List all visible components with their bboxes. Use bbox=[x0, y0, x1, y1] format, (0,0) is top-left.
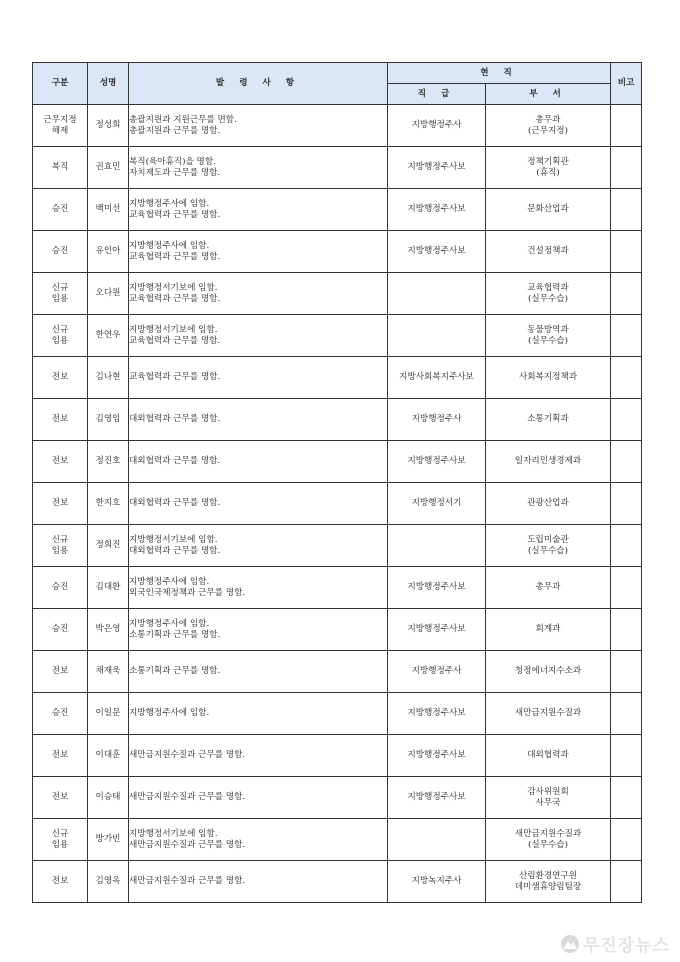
dept-cell bbox=[486, 693, 611, 735]
order-cell-line: 자치제도과 근무를 명함. bbox=[129, 167, 221, 178]
dept-cell-line: 건설정책과 bbox=[527, 246, 569, 257]
category-cell-line: 전보 bbox=[51, 666, 69, 677]
category-cell bbox=[33, 357, 88, 399]
dept-cell-line: (실무수습) bbox=[528, 293, 568, 304]
category-cell bbox=[33, 567, 88, 609]
order-cell bbox=[129, 483, 388, 525]
dept-cell-line: 감사위원회 bbox=[527, 786, 569, 797]
dept-cell-line: (실무수습) bbox=[528, 335, 568, 346]
header-department: 부 서 bbox=[486, 84, 611, 105]
category-cell-line: 임용 bbox=[51, 335, 69, 346]
dept-cell-line: 소통기획과 bbox=[527, 414, 569, 425]
table-row bbox=[33, 483, 642, 525]
grade-cell: 지방행정주사보 bbox=[388, 231, 486, 273]
category-cell bbox=[33, 609, 88, 651]
order-cell-line: 지방행정서기보에 임함. bbox=[129, 534, 218, 545]
order-cell bbox=[129, 693, 388, 735]
remark-cell bbox=[611, 105, 642, 147]
order-cell bbox=[129, 189, 388, 231]
dept-cell-line: (휴직) bbox=[536, 167, 560, 178]
table-row bbox=[33, 231, 642, 273]
grade-cell bbox=[388, 819, 486, 861]
dept-cell bbox=[486, 273, 611, 315]
order-cell bbox=[129, 441, 388, 483]
order-cell bbox=[129, 819, 388, 861]
dept-cell bbox=[486, 315, 611, 357]
category-cell-line: 신규 bbox=[51, 282, 69, 293]
remark-cell bbox=[611, 441, 642, 483]
grade-cell: 지방녹지주사 bbox=[388, 861, 486, 903]
name-cell: 유인아 bbox=[88, 231, 129, 273]
category-cell bbox=[33, 693, 88, 735]
name-cell: 백미선 bbox=[88, 189, 129, 231]
table-row bbox=[33, 819, 642, 861]
dept-cell-line: 산림환경연구원 bbox=[518, 870, 578, 881]
dept-cell-line: 일자리민생경제과 bbox=[514, 456, 582, 467]
order-cell bbox=[129, 273, 388, 315]
grade-cell bbox=[388, 315, 486, 357]
order-cell-line: 지방행정주사에 임함. bbox=[129, 708, 210, 719]
category-cell bbox=[33, 399, 88, 441]
grade-cell: 지방행정주사 bbox=[388, 651, 486, 693]
order-cell bbox=[129, 147, 388, 189]
remark-cell bbox=[611, 399, 642, 441]
category-cell bbox=[33, 819, 88, 861]
dept-cell bbox=[486, 525, 611, 567]
grade-cell: 지방행정주사보 bbox=[388, 189, 486, 231]
name-cell: 박은영 bbox=[88, 609, 129, 651]
order-cell-line: 대외협력과 근무를 명함. bbox=[129, 545, 221, 556]
category-cell-line: 전보 bbox=[51, 792, 69, 803]
order-cell-line: 총괄지원과 근무를 명함. bbox=[129, 125, 221, 136]
category-cell-line: 신규 bbox=[51, 534, 69, 545]
remark-cell bbox=[611, 609, 642, 651]
name-cell: 채재욱 bbox=[88, 651, 129, 693]
order-cell-line: 소통기획과 근무를 명함. bbox=[129, 629, 221, 640]
remark-cell bbox=[611, 651, 642, 693]
grade-cell: 지방행정주사보 bbox=[388, 735, 486, 777]
grade-cell: 지방행정주사보 bbox=[388, 441, 486, 483]
table-row bbox=[33, 189, 642, 231]
table-row bbox=[33, 609, 642, 651]
dept-cell-line: 데미샘휴양림팀장 bbox=[514, 881, 582, 892]
dept-cell bbox=[486, 399, 611, 441]
grade-cell: 지방행정주사보 bbox=[388, 777, 486, 819]
category-cell bbox=[33, 777, 88, 819]
order-cell bbox=[129, 609, 388, 651]
dept-cell-line: (실무수습) bbox=[528, 545, 568, 556]
header-current: 현 직 bbox=[388, 63, 611, 84]
order-cell-line: 총괄지원과 지원근무를 면함. bbox=[129, 114, 237, 125]
dept-cell bbox=[486, 441, 611, 483]
table-row bbox=[33, 735, 642, 777]
header-order: 발 령 사 항 bbox=[129, 63, 388, 105]
category-cell bbox=[33, 441, 88, 483]
table-row bbox=[33, 399, 642, 441]
name-cell: 오다원 bbox=[88, 273, 129, 315]
category-cell-line: 승진 bbox=[51, 708, 69, 719]
dept-cell-line: 총무과 bbox=[535, 582, 561, 593]
category-cell-line: 전보 bbox=[51, 498, 69, 509]
dept-cell-line: (실무수습) bbox=[528, 839, 568, 850]
order-cell-line: 대외협력과 근무를 명함. bbox=[129, 456, 221, 467]
remark-cell bbox=[611, 693, 642, 735]
dept-cell bbox=[486, 609, 611, 651]
category-cell bbox=[33, 483, 88, 525]
remark-cell bbox=[611, 777, 642, 819]
dept-cell-line: 총무과 bbox=[535, 114, 561, 125]
name-cell: 한연우 bbox=[88, 315, 129, 357]
category-cell bbox=[33, 231, 88, 273]
order-cell-line: 대외협력과 근무를 명함. bbox=[129, 414, 221, 425]
grade-cell: 지방행정주사보 bbox=[388, 609, 486, 651]
category-cell bbox=[33, 273, 88, 315]
table-row bbox=[33, 651, 642, 693]
order-cell-line: 복직(육아휴직)을 명함. bbox=[129, 156, 216, 167]
dept-cell bbox=[486, 819, 611, 861]
category-cell-line: 근무지정 bbox=[43, 114, 77, 125]
category-cell-line: 전보 bbox=[51, 876, 69, 887]
remark-cell bbox=[611, 735, 642, 777]
dept-cell bbox=[486, 105, 611, 147]
watermark bbox=[561, 931, 670, 956]
remark-cell bbox=[611, 357, 642, 399]
order-cell bbox=[129, 777, 388, 819]
dept-cell bbox=[486, 483, 611, 525]
name-cell: 김나현 bbox=[88, 357, 129, 399]
order-cell-line: 소통기획과 근무를 명함. bbox=[129, 666, 221, 677]
order-cell bbox=[129, 651, 388, 693]
name-cell: 이대훈 bbox=[88, 735, 129, 777]
order-cell-line: 새만금지원수질과 근무를 명함. bbox=[129, 792, 246, 803]
remark-cell bbox=[611, 483, 642, 525]
order-cell-line: 새만금지원수질과 근무를 명함. bbox=[129, 750, 246, 761]
table-row bbox=[33, 357, 642, 399]
category-cell-line: 임용 bbox=[51, 545, 69, 556]
dept-cell bbox=[486, 651, 611, 693]
order-cell-line: 외국인국제정책과 근무를 명함. bbox=[129, 587, 246, 598]
dept-cell-line: 사무국 bbox=[535, 797, 561, 808]
name-cell: 방가빈 bbox=[88, 819, 129, 861]
order-cell-line: 지방행정서기보에 임함. bbox=[129, 282, 218, 293]
grade-cell: 지방행정서기 bbox=[388, 483, 486, 525]
grade-cell: 지방행정주사보 bbox=[388, 147, 486, 189]
category-cell bbox=[33, 861, 88, 903]
table-row bbox=[33, 273, 642, 315]
dept-cell-line: 동물방역과 bbox=[527, 324, 569, 335]
header-category: 구분 bbox=[33, 63, 88, 105]
table-body bbox=[33, 105, 642, 903]
order-cell-line: 지방행정주사에 임함. bbox=[129, 618, 210, 629]
order-cell-line: 교육협력과 근무를 명함. bbox=[129, 372, 221, 383]
table-row bbox=[33, 567, 642, 609]
category-cell-line: 해제 bbox=[51, 125, 69, 136]
category-cell-line: 임용 bbox=[51, 839, 69, 850]
order-cell-line: 교육협력과 근무를 명함. bbox=[129, 335, 221, 346]
order-cell bbox=[129, 861, 388, 903]
order-cell-line: 지방행정서기보에 임함. bbox=[129, 324, 218, 335]
category-cell bbox=[33, 315, 88, 357]
grade-cell: 지방행정주사 bbox=[388, 399, 486, 441]
name-cell: 정진호 bbox=[88, 441, 129, 483]
order-cell bbox=[129, 735, 388, 777]
grade-cell bbox=[388, 525, 486, 567]
category-cell-line: 신규 bbox=[51, 828, 69, 839]
name-cell: 정성희 bbox=[88, 105, 129, 147]
order-cell bbox=[129, 231, 388, 273]
order-cell bbox=[129, 567, 388, 609]
category-cell-line: 신규 bbox=[51, 324, 69, 335]
category-cell-line: 전보 bbox=[51, 456, 69, 467]
dept-cell bbox=[486, 357, 611, 399]
category-cell-line: 승진 bbox=[51, 204, 69, 215]
name-cell: 정희진 bbox=[88, 525, 129, 567]
table-row bbox=[33, 147, 642, 189]
table-row bbox=[33, 693, 642, 735]
dept-cell bbox=[486, 147, 611, 189]
category-cell-line: 복직 bbox=[51, 162, 69, 173]
remark-cell bbox=[611, 315, 642, 357]
category-cell-line: 승진 bbox=[51, 582, 69, 593]
grade-cell: 지방행정주사보 bbox=[388, 693, 486, 735]
table-row bbox=[33, 315, 642, 357]
dept-cell-line: 사회복지정책과 bbox=[518, 372, 578, 383]
dept-cell-line: 교육협력과 bbox=[527, 282, 569, 293]
remark-cell bbox=[611, 273, 642, 315]
dept-cell-line: 청정에너지수소과 bbox=[514, 666, 582, 677]
order-cell bbox=[129, 315, 388, 357]
remark-cell bbox=[611, 189, 642, 231]
dept-cell bbox=[486, 567, 611, 609]
personnel-table bbox=[32, 62, 642, 903]
table-row bbox=[33, 777, 642, 819]
category-cell-line: 전보 bbox=[51, 414, 69, 425]
category-cell bbox=[33, 189, 88, 231]
order-cell-line: 새만금지원수질과 근무를 명함. bbox=[129, 839, 246, 850]
remark-cell bbox=[611, 567, 642, 609]
order-cell-line: 지방행정주사에 임함. bbox=[129, 198, 210, 209]
watermark-text: 무진장뉴스 bbox=[582, 936, 670, 956]
category-cell-line: 전보 bbox=[51, 372, 69, 383]
category-cell-line: 임용 bbox=[51, 293, 69, 304]
order-cell bbox=[129, 525, 388, 567]
dept-cell-line: 관광산업과 bbox=[527, 498, 569, 509]
order-cell bbox=[129, 399, 388, 441]
remark-cell bbox=[611, 525, 642, 567]
order-cell-line: 교육협력과 근무를 명함. bbox=[129, 209, 221, 220]
order-cell-line: 교육협력과 근무를 명함. bbox=[129, 293, 221, 304]
dept-cell-line: 새만금지원수질과 bbox=[514, 708, 582, 719]
name-cell: 한지호 bbox=[88, 483, 129, 525]
remark-cell bbox=[611, 231, 642, 273]
category-cell bbox=[33, 105, 88, 147]
table-row bbox=[33, 525, 642, 567]
header-grade: 직 급 bbox=[388, 84, 486, 105]
category-cell-line: 승진 bbox=[51, 246, 69, 257]
remark-cell bbox=[611, 819, 642, 861]
dept-cell bbox=[486, 861, 611, 903]
order-cell bbox=[129, 105, 388, 147]
name-cell: 권효민 bbox=[88, 147, 129, 189]
dept-cell bbox=[486, 777, 611, 819]
table-row bbox=[33, 105, 642, 147]
category-cell bbox=[33, 147, 88, 189]
category-cell-line: 승진 bbox=[51, 624, 69, 635]
name-cell: 이승태 bbox=[88, 777, 129, 819]
category-cell bbox=[33, 525, 88, 567]
personnel-order-sheet bbox=[32, 62, 641, 903]
grade-cell: 지방사회복지주사보 bbox=[388, 357, 486, 399]
grade-cell: 지방행정주사 bbox=[388, 105, 486, 147]
category-cell bbox=[33, 651, 88, 693]
name-cell: 이일문 bbox=[88, 693, 129, 735]
table-row bbox=[33, 441, 642, 483]
order-cell-line: 교육협력과 근무를 명함. bbox=[129, 251, 221, 262]
dept-cell-line: 회계과 bbox=[535, 624, 561, 635]
header-remark: 비고 bbox=[611, 63, 642, 105]
dept-cell bbox=[486, 231, 611, 273]
category-cell bbox=[33, 735, 88, 777]
dept-cell-line: 문화산업과 bbox=[527, 204, 569, 215]
name-cell: 김영옥 bbox=[88, 861, 129, 903]
remark-cell bbox=[611, 147, 642, 189]
order-cell-line: 지방행정주사에 임함. bbox=[129, 240, 210, 251]
table-row bbox=[33, 861, 642, 903]
dept-cell-line: 새만금지원수질과 bbox=[514, 828, 582, 839]
name-cell: 김영임 bbox=[88, 399, 129, 441]
grade-cell: 지방행정주사보 bbox=[388, 567, 486, 609]
order-cell-line: 새만금지원수질과 근무를 명함. bbox=[129, 876, 246, 887]
order-cell-line: 대외협력과 근무를 명함. bbox=[129, 498, 221, 509]
dept-cell bbox=[486, 735, 611, 777]
remark-cell bbox=[611, 861, 642, 903]
dept-cell-line: 대외협력과 bbox=[527, 750, 569, 761]
mountain-logo-icon bbox=[561, 935, 579, 953]
grade-cell bbox=[388, 273, 486, 315]
dept-cell bbox=[486, 189, 611, 231]
dept-cell-line: 도립미술관 bbox=[527, 534, 569, 545]
dept-cell-line: 정책기획관 bbox=[527, 156, 569, 167]
header-name: 성명 bbox=[88, 63, 129, 105]
category-cell-line: 전보 bbox=[51, 750, 69, 761]
dept-cell-line: (근무지정) bbox=[528, 125, 568, 136]
order-cell-line: 지방행정주사에 임함. bbox=[129, 576, 210, 587]
order-cell bbox=[129, 357, 388, 399]
name-cell: 김대환 bbox=[88, 567, 129, 609]
order-cell-line: 지방행정서기보에 임함. bbox=[129, 828, 218, 839]
